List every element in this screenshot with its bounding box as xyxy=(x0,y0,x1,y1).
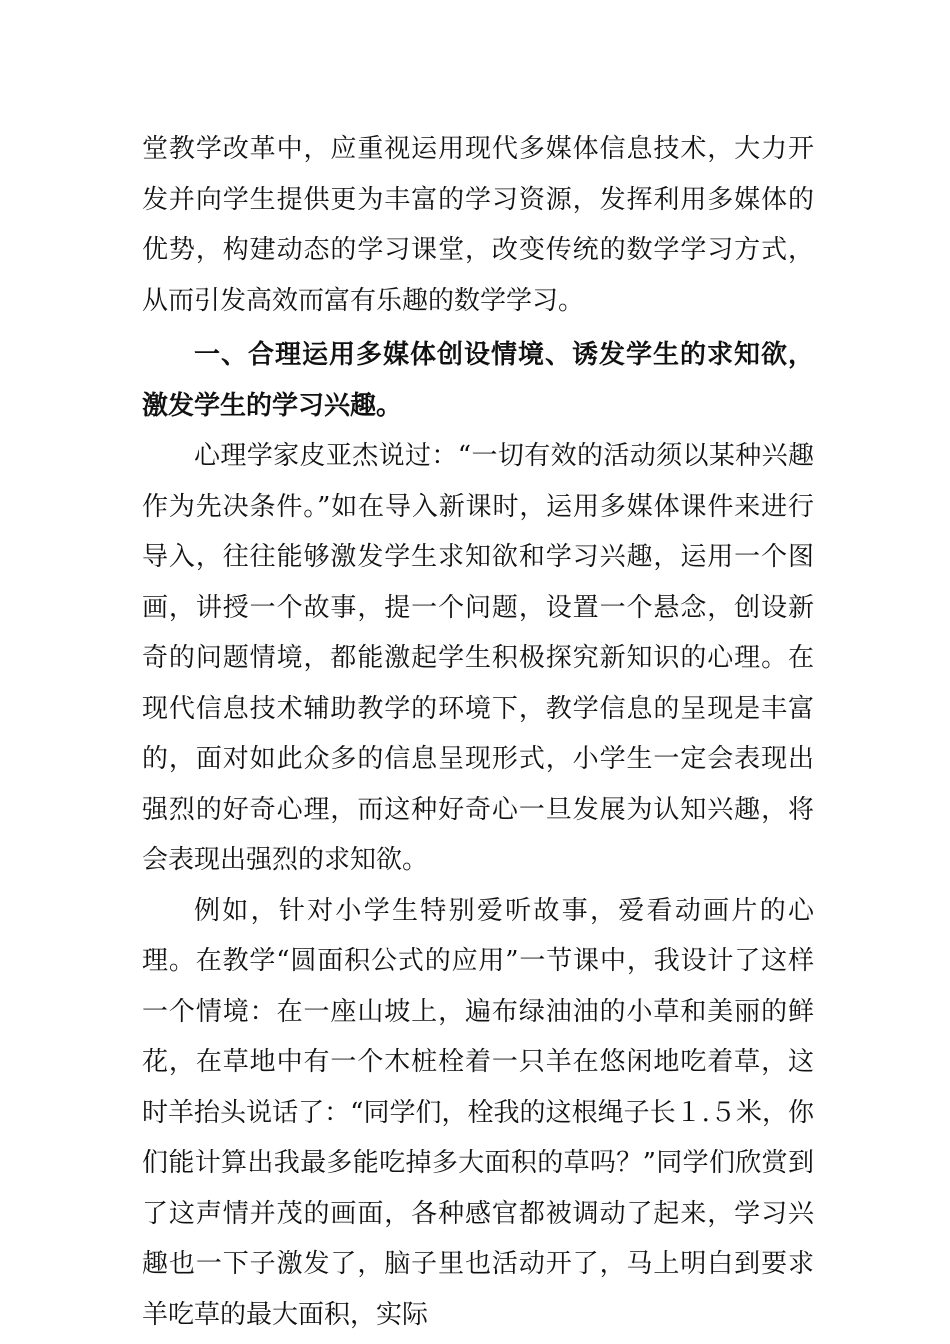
paragraph-intro: 堂教学改革中，应重视运用现代多媒体信息技术，大力开发并向学生提供更为丰富的学习资源，发挥利用多媒体的优势，构建动态的学习课堂，改变传统的数学学习方式，从而引发高效而富有乐趣的数学学习。 xyxy=(142,134,814,316)
paragraph-example: 例如，针对小学生特别爱听故事，爱看动画片的心理。在教学“圆面积公式的应用”一节课中，我设计了这样一个情境：在一座山坡上，遍布绿油油的小草和美丽的鲜花，在草地中有一个木桩栓着一只羊在悠闲地吃着草，这时羊抬头说话了：“同学们，栓我的这根绳子长１.５米，你们能计算出我最多能吃掉多大面积的草吗？”同学们欣赏到了这声情并茂的画面，各种感官都被调动了起来，学习兴趣也一下子激发了，脑子里也活动开了，马上明白到要求羊吃草的最大面积，实际 xyxy=(142,895,814,1330)
document-body xyxy=(142,124,814,1340)
paragraph-piaget: 心理学家皮亚杰说过：“一切有效的活动须以某种兴趣作为先决条件。”如在导入新课时，运用多媒体课件来进行导入，往往能够激发学生求知欲和学习兴趣，运用一个图画，讲授一个故事，提一个问题，设置一个悬念，创设新奇的问题情境，都能激起学生积极探究新知识的心理。在现代信息技术辅助教学的环境下，教学信息的呈现是丰富的，面对如此众多的信息呈现形式，小学生一定会表现出强烈的好奇心理，而这种好奇心一旦发展为认知兴趣，将会表现出强烈的求知欲。 xyxy=(142,441,814,875)
section-heading: 一、合理运用多媒体创设情境、诱发学生的求知欲，激发学生的学习兴趣。 xyxy=(142,340,814,421)
